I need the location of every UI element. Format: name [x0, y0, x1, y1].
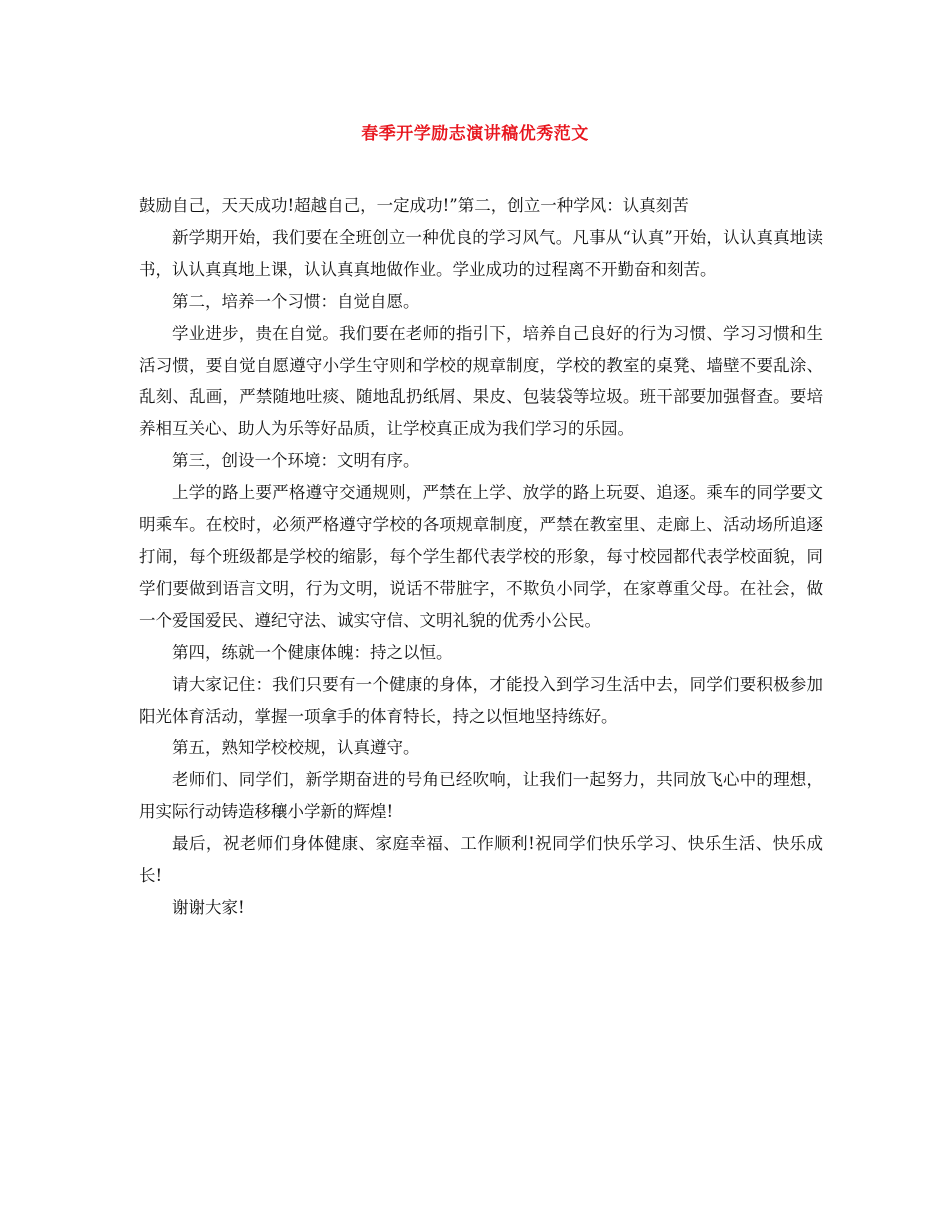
paragraph-health: 请大家记住：我们只要有一个健康的身体，才能投入到学习生活中去，同学们要积极参加阳光体育活动，掌握一项拿手的体育特长，持之以恒地坚持练好。 — [139, 674, 823, 726]
paragraph-wishes: 最后，祝老师们身体健康、家庭幸福、工作顺利!祝同学们快乐学习、快乐生活、快乐成长! — [139, 834, 823, 886]
paragraph-environment: 上学的路上要严格遵守交通规则，严禁在上学、放学的路上玩耍、追逐。乘车的同学要文明乘车。在校时，必须严格遵守学校的各项规章制度，严禁在教室里、走廊上、活动场所追逐打闹，每个班级都是学校的缩影，每个学生都代表学校的形象，每寸校园都代表学校面貌，同学们要做到语言文明，行为文明，说话不带脏字，不欺负小同学，在家尊重父母。在社会，做一个爱国爱民、遵纪守法、诚实守信、文明礼貌的优秀小公民。 — [139, 483, 823, 630]
heading-environment: 第三，创设一个环境：文明有序。 — [172, 451, 420, 471]
heading-school-rules: 第五，熟知学校校规，认真遵守。 — [172, 738, 420, 758]
paragraph-thanks: 谢谢大家! — [172, 897, 245, 917]
paragraph-study-style: 新学期开始，我们要在全班创立一种优良的学习风气。凡事从“认真”开始，认认真真地读书，认认真真地上课，认认真真地做作业。学业成功的过程离不开勤奋和刻苦。 — [139, 227, 823, 279]
heading-health: 第四，练就一个健康体魄：持之以恒。 — [172, 642, 453, 662]
document-body — [139, 190, 823, 924]
document-title: 春季开学励志演讲稿优秀范文 — [361, 124, 589, 144]
paragraph-habit: 学业进步，贵在自觉。我们要在老师的指引下，培养自己良好的行为习惯、学习习惯和生活习惯，要自觉自愿遵守小学生守则和学校的规章制度，学校的教室的桌凳、墙壁不要乱涂、乱刻、乱画，严禁随地吐痰、随地乱扔纸屑、果皮、包装袋等垃圾。班干部要加强督查。要培养相互关心、助人为乐等好品质，让学校真正成为我们学习的乐园。 — [139, 323, 823, 439]
paragraph-continuation: 鼓励自己，天天成功!超越自己，一定成功!”第二，创立一种学风：认真刻苦 — [139, 196, 689, 215]
paragraph-call-to-action: 老师们、同学们，新学期奋进的号角已经吹响，让我们一起努力，共同放飞心中的理想，用实际行动铸造移穰小学新的辉煌! — [139, 770, 823, 822]
heading-habit: 第二，培养一个习惯：自觉自愿。 — [172, 291, 420, 311]
